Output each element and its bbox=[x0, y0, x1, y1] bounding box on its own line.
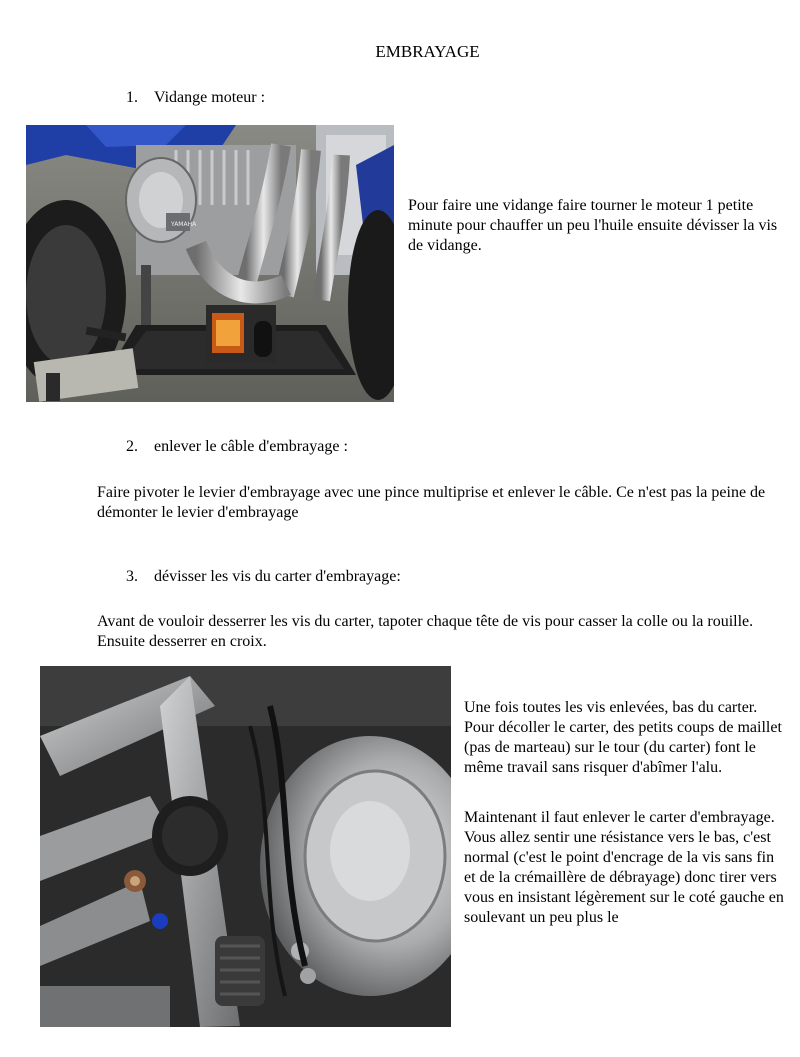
section-3-heading-text: dévisser les vis du carter d'embrayage: bbox=[154, 568, 401, 585]
engine-drain-photo bbox=[26, 125, 394, 402]
section-2-paragraph: Faire pivoter le levier d'embrayage avec une pince multiprise et enlever le câble. Ce n'est pas la peine de démonter le levier d'embrayage bbox=[97, 484, 766, 521]
yamaha-logo-text: YAMAHA bbox=[171, 221, 197, 228]
section-2-heading bbox=[126, 437, 348, 457]
engine-drain-photo-illustration bbox=[26, 125, 394, 402]
page-title: EMBRAYAGE bbox=[375, 42, 480, 61]
section-3-paragraph: Avant de vouloir desserrer les vis du carter, tapoter chaque tête de vis pour casser la colle ou la rouille. Ensuite desserrer en croix. bbox=[97, 613, 754, 650]
section-2-heading-text: enlever le câble d'embrayage : bbox=[154, 438, 348, 455]
section-1-heading-text: Vidange moteur : bbox=[154, 89, 266, 106]
section-3-number: 3. bbox=[126, 568, 138, 585]
section-3-side-text-2: Maintenant il faut enlever le carter d'embrayage. Vous allez sentir une résistance vers le bas, c'est normal (c'est le point d'encrage de la vis sans fin et de la crémaillère de débrayage) donc tirer vers vous en insistant légèrement sur le coté gauche en soulevant un peu plus le bbox=[464, 809, 784, 926]
section-3-heading bbox=[126, 567, 401, 587]
section-1-heading bbox=[126, 88, 265, 108]
section-3-side-text-1: Une fois toutes les vis enlevées, bas du carter. Pour décoller le carter, des petits coups de maillet (pas de marteau) sur le tour (du carter) font le même travail sans risquer d'abîmer l'alu. bbox=[464, 699, 782, 776]
clutch-cover-photo-illustration bbox=[40, 666, 451, 1027]
section-1-number: 1. bbox=[126, 89, 138, 106]
section-1-side-text: Pour faire une vidange faire tourner le moteur 1 petite minute pour chauffer un peu l'huile ensuite dévisser la vis de vidange. bbox=[408, 197, 778, 254]
clutch-cover-photo bbox=[40, 666, 451, 1027]
section-2-number: 2. bbox=[126, 438, 138, 455]
